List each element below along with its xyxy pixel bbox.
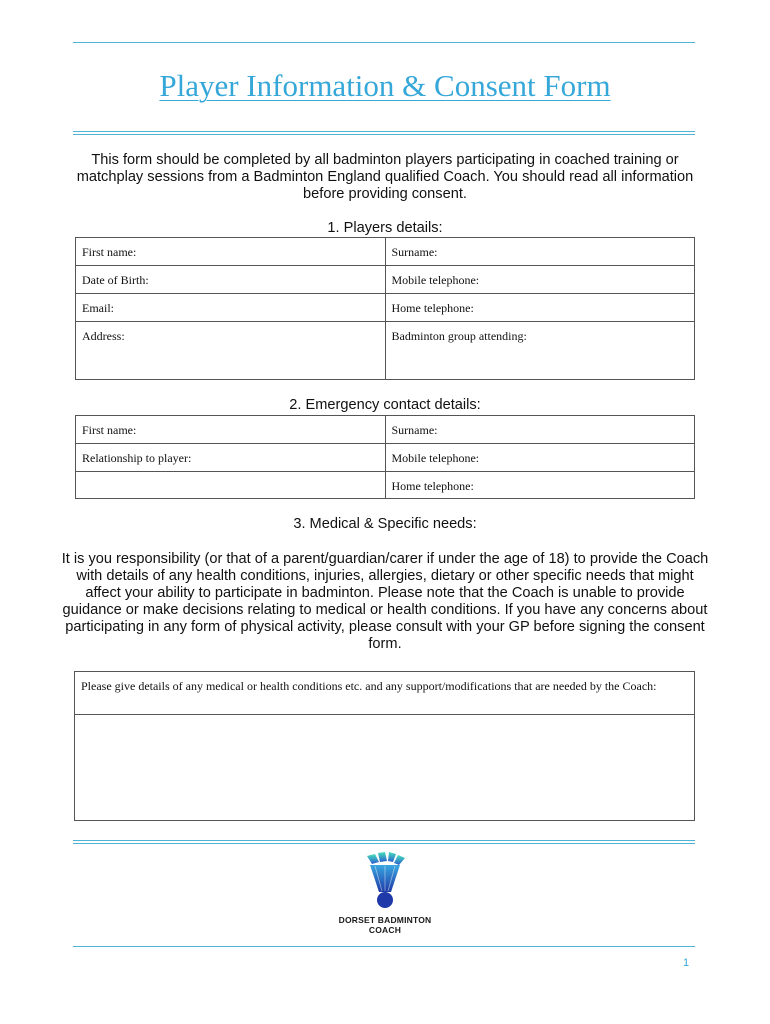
top-rule (73, 42, 695, 43)
email-field[interactable]: Email: (76, 294, 386, 322)
page-number: 1 (683, 957, 690, 969)
medical-details-input[interactable] (75, 715, 694, 820)
surname-field[interactable]: Surname: (385, 238, 695, 266)
emergency-surname-field[interactable]: Surname: (385, 416, 695, 444)
players-details-heading: 1. Players details: (327, 220, 443, 236)
medical-needs-heading: 3. Medical & Specific needs: (293, 516, 477, 532)
table-row (76, 444, 695, 472)
logo-line-2: COACH (368, 925, 402, 935)
dorset-badminton-logo (326, 852, 444, 935)
emergency-contact-table (75, 415, 695, 499)
medical-paragraph: It is you responsibility (or that of a parent/guardian/carer if under the age of 18) to provide the Coach with details of any health conditions, injuries, allergies, dietary or other specific needs that might affect your ability to participate in badminton. Please note that the Coach is unable to provide guidance or make decisions relating to medical or health conditions. If you have any concerns about participating in any form of physical activity, please consult with your GP before signing the consent form. (61, 551, 709, 652)
table-row (76, 294, 695, 322)
first-name-field[interactable]: First name: (76, 238, 386, 266)
medical-details-label: Please give details of any medical or health conditions etc. and any support/modifications that are needed by the Coach: (75, 672, 694, 715)
table-row (76, 322, 695, 380)
intro-paragraph: This form should be completed by all badminton players participating in coached training or matchplay sessions from a Badminton England qualified Coach. You should read all information before providing consent. (76, 152, 694, 202)
shuttlecock-icon (363, 852, 407, 910)
emergency-contact-heading: 2. Emergency contact details: (289, 397, 481, 413)
players-details-table (75, 237, 695, 380)
relationship-field[interactable]: Relationship to player: (76, 444, 386, 472)
title-underline-rule (73, 131, 695, 135)
table-row (76, 416, 695, 444)
medical-details-box (74, 671, 695, 821)
badminton-group-field[interactable]: Badminton group attending: (385, 322, 695, 380)
empty-cell (76, 472, 386, 499)
table-row (76, 472, 695, 499)
date-of-birth-field[interactable]: Date of Birth: (76, 266, 386, 294)
emergency-home-telephone-field[interactable]: Home telephone: (385, 472, 695, 499)
emergency-first-name-field[interactable]: First name: (76, 416, 386, 444)
logo-line-1: DORSET BADMINTON (338, 915, 432, 925)
table-row (76, 238, 695, 266)
address-field[interactable]: Address: (76, 322, 386, 380)
mobile-telephone-field[interactable]: Mobile telephone: (385, 266, 695, 294)
home-telephone-field[interactable]: Home telephone: (385, 294, 695, 322)
table-row (76, 266, 695, 294)
footer-top-rule (73, 840, 695, 844)
emergency-mobile-field[interactable]: Mobile telephone: (385, 444, 695, 472)
footer-bottom-rule (73, 946, 695, 947)
page-title: Player Information & Consent Form (159, 68, 611, 103)
